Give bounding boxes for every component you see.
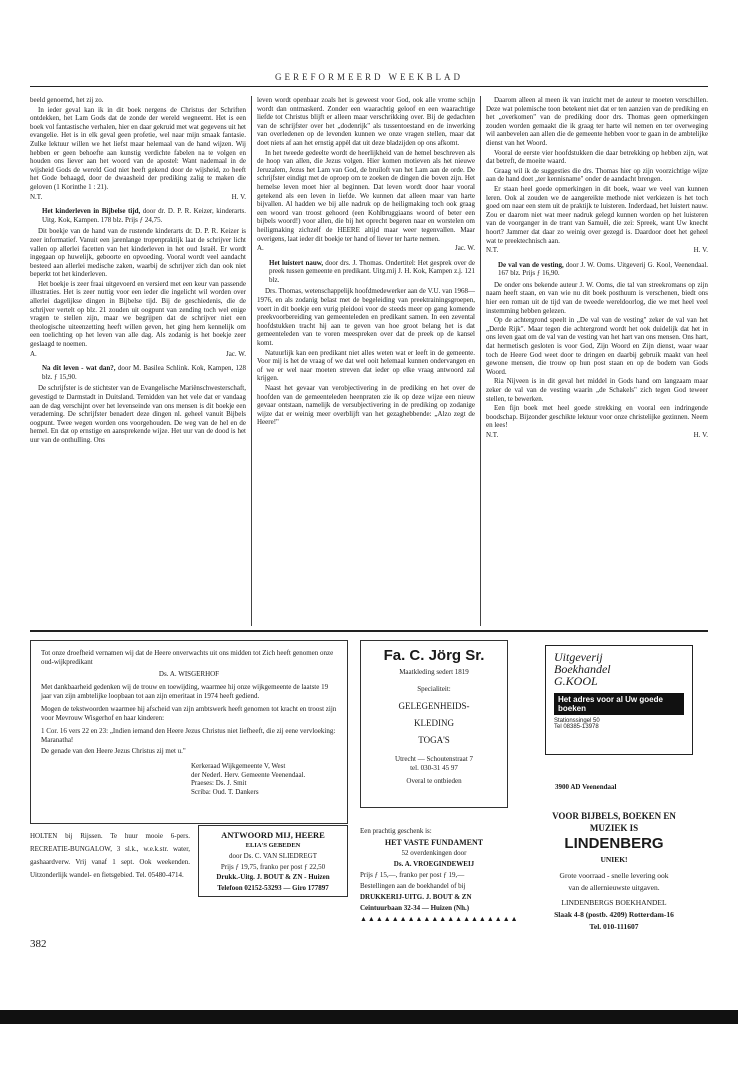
ads-rule — [30, 630, 708, 632]
column-1 — [30, 96, 246, 446]
kool-street: Stationssingel 50 — [554, 718, 600, 724]
kool-slogan: Het adres voor al Uw goede boeken — [554, 693, 684, 715]
column-divider — [480, 96, 481, 626]
page-number: 382 — [30, 938, 47, 950]
ad-description: van de allernieuwste uitgaven. — [568, 883, 660, 892]
review-heading — [498, 261, 708, 278]
review-heading — [269, 259, 475, 285]
jorg-ad — [360, 640, 508, 808]
review-title: Het kinderleven in Bijbelse tijd, — [42, 207, 141, 216]
ad-phone: tel. 030-31 45 97 — [410, 764, 458, 772]
death-notice — [30, 640, 348, 824]
ad-author: Ds. A. VROEGINDEWEIJ — [393, 860, 475, 868]
col2-intro-signature — [257, 244, 475, 253]
ad-publisher: Drukk.-Uitg. J. BOUT & ZN - Huizen — [216, 873, 330, 881]
ad-line: MUZIEK IS — [589, 823, 639, 833]
col2-intro-p1: leven wordt openbaar zoals het is geweest voor God, ook alle vrome schijn wordt dan ontmaskerd. Zonder een waarachtig geloof en een waarachtige liefde tot Christus blijft er alleen maar verschrikking over. Bij de gedachten van de schrijfster over het „dodenrijk" als tussentoestand en de inwerking van overledenen op de levenden kunnen we onze vragen stellen, maar dat doet niets af aan het ernstig appèl dat uit deze bladzijden op ons afkomt. — [257, 96, 475, 147]
signatory-line: der Nederl. Herv. Gemeente Veenendaal. — [191, 770, 306, 779]
scan-edge — [0, 1010, 738, 1024]
ad-lead: Een prachtig geschenk is: — [360, 827, 432, 835]
notice-signatories — [191, 762, 337, 796]
sig-left: A. — [30, 349, 37, 358]
review-title: De val van de vesting, — [498, 260, 564, 269]
review-title: Na dit leven - wat dan?, — [42, 364, 116, 373]
col3-intro-p2: Vooral de eerste vier hoofdstukken die daar betrekking op hebben zijn, wat dat betreft, de moeite waard. — [486, 148, 708, 166]
sig-right: H. V. — [693, 246, 708, 255]
sig-right: Jac. W. — [454, 244, 475, 253]
col1-intro-signature — [30, 193, 246, 202]
sig-right: Jac. W. — [225, 349, 246, 358]
review-paragraph: Natuurlijk kan een predikant niet alles weten wat er leeft in de gemeente. Voor mij is het de vraag of we dat wel ooit helemaal kunnen ondervangen en of we er wel naar moeten streven dat ieder op elke vraag antwoord zal krijgen. — [257, 348, 475, 383]
ad-price: Prijs ƒ 19,75, franko per post ƒ 22,50 — [220, 862, 326, 871]
lindenberg-ad — [520, 810, 708, 933]
col1-intro-p2: In ieder geval kan ik in dit boek nergens de Christus der Schriften ontdekken, het Lam Gods dat de zonde der wereld wegneemt. Het is een boek vol fantastische verhalen, hier en daar gekruid met wat gegevens uit het evangelie. Het is in elk geval geen profetie, wel naar mijn smaak fantasie. Zulke lektuur willen we het liefst maar helemaal van de hand wijzen. Wij hebben er geen behoefte aan kunstig verdichte fabelen na te volgen en houden ons liever aan het woord van de apostel: Want nademaal in de wijsheid Gods de wereld God niet heeft gekend door de wijsheid, zo heeft het Gode behaagd, door de dwaasheid der prediking zalig te maken die geloven (1 Korinthe 1 : 21). — [30, 105, 246, 191]
ad-specialty: TOGA'S — [418, 735, 450, 745]
ad-contact: Telefoon 02152-53293 — Giro 177897 — [217, 883, 329, 892]
notice-name: Ds. A. WISGERHOF — [158, 670, 220, 678]
review-meta: door M. Basilea Schlink. Kok, Kampen, 128 blz. ƒ 15,90. — [42, 364, 246, 381]
ad-address: Slaak 4-8 (postb. 4209) Rotterdam-16 — [554, 910, 674, 919]
column-divider — [251, 96, 252, 626]
ad-unique: UNIEK! — [600, 855, 628, 864]
review-paragraph: Dit boekje van de hand van de rustende kinderarts dr. D. P. R. Keizer is zeer informatief. Vanuit een jarenlange tropenpraktijk laat de schrijver licht vallen op allerlei facetten van het kinderleven in het oud Israël. Er wordt ingegaan op huwelijk, geboorte en opvoeding. Vooral wordt veel aandacht besteed aan allerlei medische zaken, waarbij de schrijver zich dan ook niet beperkt tot het kinderleven. — [30, 227, 246, 279]
col3-intro-signature — [486, 246, 708, 255]
review-meta: door J. W. Ooms. Uitgeverij G. Kool, Veenendaal. 167 blz. Prijs ƒ 16,90. — [498, 260, 709, 278]
notice-intro: Tot onze droefheid vernamen wij dat de Heere onverwachts uit ons midden tot Zich heeft genomen onze oud-wijkpredikant — [41, 649, 334, 666]
ad-price: Prijs ƒ 15,—, franko per post ƒ 19,— — [360, 871, 465, 879]
notice-paragraph: Mogen de tekstwoorden waarmee hij afscheid van zijn ambtswerk heeft genomen tot kracht en troost zijn voor Mevrouw Wisgerhof en haar kinderen: — [41, 705, 337, 722]
ad-description: Grote voorraad - snelle levering ook — [559, 871, 669, 880]
review-paragraph: Drs. Thomas, wetenschappelijk hoofdmedewerker aan de V.U. van 1968—1976, en als zodanig belast met de begeleiding van preektrainingsgroepen, voert in dit boekje een vurig pleidooi voor de steeds meer op gang komende preekvoorbereiding van gemeenteleden en predikant samen. In een zevental hoofdstukken tracht hij aan te geven van hoe groot belang het is dat gemeenteleden van te voren meespreken over dat de preek op de kansel komt. — [257, 287, 475, 348]
sig-left: N.T. — [30, 192, 43, 201]
col2-intro-p2: In het tweede gedeelte wordt de heerlijkheid van de hemel beschreven als de hoop van allen, die Jezus volgen. Hier komen motieven als het nieuwe Jeruzalem, Jezus het Lam van God, de bruiloft van het Lam aan de orde. De schrijfster eindigt met de oproep om te zoeken de dingen die boven zijn. Het hemelse leven moet hier al beginnen. Dat leven wordt door haar vooral getekend als een leven in liefde. We kunnen dat alleen maar van harte bijvallen. Al hadden we bij alle nadruk op de heiligmaking toch ook graag een woord van troost gehoord (een Kohlbruggiaans woord of beter een bijbels woord!) voor allen, die bij het oprecht begeren naar en worstelen om heiligmaking zichzelf de HEERE altijd maar weer tegenvallen. Maar overigens, laat ieder dit boekje ter hand of liever ter harte nemen. — [257, 148, 475, 243]
sig-left: N.T. — [486, 246, 499, 255]
review-paragraph: De onder ons bekende auteur J. W. Ooms, die tal van streekromans op zijn naam heeft staan, en van wie nu dit boek posthuum is verschenen, biedt ons hier een roman uit de tijd van de tweede wereldoorlog, die we met heel veel instemming hebben gelezen. — [486, 280, 708, 315]
ad-specialty: GELEGENHEIDS- — [398, 701, 470, 711]
review-paragraph: Op de achtergrond speelt in „De val van de vesting" zeker de val van het „Derde Rijk". Maar tegen die achtergrond wordt het ook duidelijk dat het in ons leven gaat om de val van de vesting van het hart van ons mensen. Ons hart, dat hermetisch gesloten is voor God, Zijn Woord en Zijn dienst, waar waar toch de Heere God weet door te dringen en daarbij gebruik maakt van heel gewone mensen, die trouw op hun post staan en op de bodem van Gods Woord. — [486, 316, 708, 376]
ad-subtitle: 52 overdenkingen door — [401, 849, 467, 857]
ad-tel: Tel. 010-111607 — [589, 922, 639, 931]
col3-intro-p3: Graag wil ik de suggesties die drs. Thomas hier op zijn voorzichtige wijze aan de hand doet „ter kennisname" onder de aandacht brengen. — [486, 166, 708, 184]
ad-specialty-label: Specialiteit: — [417, 685, 451, 693]
review-title: Het luistert nauw, — [269, 258, 324, 267]
ad-since: Maatkleding sedert 1819 — [399, 668, 469, 676]
notice-verse: 1 Cor. 16 vers 22 en 23: „Indien iemand den Heere Jezus Christus niet liefheeft, die zij eene vervloeking: Maranatha! — [41, 727, 336, 744]
ad-specialty: KLEDING — [414, 718, 454, 728]
ad-title: HET VASTE FUNDAMENT — [384, 838, 484, 847]
signatory-line: Kerkeraad Wijkgemeente V, West — [191, 762, 286, 770]
kool-title-line3: G.KOOL — [554, 674, 598, 688]
review-meta: door dr. D. P. R. Keizer, kinderarts. Uitg. Kok, Kampen. 178 blz. Prijs ƒ 24,75. — [42, 207, 247, 224]
review-paragraph: Naast het gevaar van verobjectivering in de prediking en het over de hoofden van de gemeenteleden heenpraten zie ik op deze wijze een nieuw gevaar ontstaan, namelijk de versubjectivering in de prediking op zodanige wijze dat er weinig meer overblijft van het gezaghebbende: „Alzo zegt de Heere!" — [257, 384, 475, 427]
kool-tel: Tel 08385-13978 — [554, 724, 599, 730]
fundament-ad — [360, 826, 519, 925]
sig-left: N.T. — [486, 430, 499, 439]
review-paragraph: De schrijfster is de stichtster van de Evangelische Mariënschwesterschaft, gevestigd te Darmstadt in Duitsland. Temidden van het vele dat er vandaag aan de dag verschijnt over het levenseinde van ons mensen is dit boekje een verademing. De schrijfster benadert deze dingen nl. geheel vanuit Bijbels oogpunt. Twee wegen worden ons voorgehouden. De weg van de hel en de hemel. En dat op ernstige en aansprekende wijze. Het uur van de dood is het uur van de onthulling. Ons — [30, 384, 246, 444]
ad-address: Utrecht — Schoutenstraat 7 — [395, 755, 473, 763]
antwoord-ad — [198, 825, 348, 897]
signatory-line: Scriba: Oud. T. Dankers — [191, 787, 259, 796]
review-paragraph: Ria Nijveen is in dit geval het middel in Gods hand om langzaam maar zeker de val van de vesting waarin „de Schakels" zich tegen God teweer stellen, te bewerken. — [486, 377, 708, 403]
ad-hours: Overal te ontbieden — [406, 777, 462, 785]
review-signature — [30, 350, 246, 359]
kool-title-line2: Boekhandel — [554, 662, 611, 676]
ad-ornament: ▲▲▲▲▲▲▲▲▲▲▲▲▲▲▲▲▲▲▲▲ — [360, 915, 519, 923]
ad-company-name: Fa. C. Jörg Sr. — [383, 647, 485, 664]
col3-review-signature — [486, 431, 708, 440]
running-header: GEREFORMEERD WEEKBLAD — [274, 72, 464, 82]
header-rule — [30, 86, 708, 87]
review-paragraph: Het boekje is zeer fraai uitgevoerd en versierd met een keur van passende illustraties. Het is zeer nuttig voor een ieder die ingelicht wil worden over allerlei dagelijkse dingen in Bijbelse tijd. Bij de geschiedenis, die de schrijver vertelt op blz. 21 zouden uit oogpunt van zending toch wel enige vragen te stellen zijn, maar we begrijpen dat de schrijver niet een theologische uiteenzetting heeft willen geven, het ging hem kennelijk om een toelichting op het leven van alle dag. Als zodanig is het boekje zeer geslaagd te noemen. — [30, 279, 246, 349]
holten-ad: HOLTEN bij Rijssen. Te huur mooie 6-pers. RECREATIE-BUNGALOW, 3 sl.k., w.e.k.str. water, gashaardverw. Vrij vanaf 1 sept. Ook weekenden. Uitzonderlijk wandel- en fietsgebied. Tel. 05480-4714. — [30, 832, 190, 879]
sig-right: H. V. — [693, 430, 708, 439]
review-meta: door drs. J. Thomas. Ondertitel: Het gesprek over de preek tussen gemeente en predikant. Uitg.mij J. H. Kok, Kampen z.j. 121 blz. — [269, 258, 475, 284]
notice-blessing: De genade van den Heere Jezus Christus zij met u." — [41, 747, 186, 755]
ad-specialties — [361, 698, 507, 749]
review-paragraph: Een fijn boek met heel goede strekking en vooral een indringende boodschap. Bijzonder geschikte lektuur voor onze christelijke gezinnen. Neem en lees! — [486, 404, 708, 430]
sig-left: A. — [257, 244, 264, 253]
signatory-line: Praeses: Ds. J. Smit — [191, 779, 247, 787]
sig-right: H. V. — [231, 192, 246, 201]
column-3 — [486, 96, 708, 444]
ad-printer: DRUKKERIJ-UITG. J. BOUT & ZN — [360, 893, 472, 901]
ad-title: ANTWOORD MIJ, HEERE — [221, 830, 325, 840]
col3-intro-p1: Daarom alleen al meen ik van inzicht met de auteur te moeten verschillen. Deze wat polemische toon betekent niet dat er ten aanzien van de prediking en het „overkomen" van de prediking door drs. Thomas geen opmerkingen zouden worden gemaakt die ik graag ter harte wil nemen en ter overweging wil aanbevelen aan allen die de gemeente hebben voor te gaan in de ambtelijke dienst van het Woord. — [486, 96, 708, 147]
ad-shop: LINDENBERGS BOEKHANDEL — [561, 898, 667, 907]
column-2 — [257, 96, 475, 428]
notice-paragraph: Met dankbaarheid gedenken wij de trouw en toewijding, waarmee hij onze wijkgemeente de laatste 19 jaar van zijn ambtelijke loopbaan tot aan zijn emeritaat in 1974 heeft gediend. — [41, 683, 329, 700]
ad-order: Bestellingen aan de boekhandel of bij — [360, 882, 466, 890]
ad-line: VOOR BIJBELS, BOEKEN EN — [552, 811, 676, 821]
col3-intro-p4: Er staan heel goede opmerkingen in dit boek, waar we veel van kunnen leren. Ook al zouden we de aangereikte methode niet verkiezen is het toch goed om naar een stem uit de praktijk te luisteren. Inderdaad, het luistert nauw. Zou er daarom niet wat meer nadruk gelegd kunnen worden op het luisteren van de voorganger in de trant van Samuël, die zei: Spreek, want Uw knecht hoort? Jammer dat daar zo weinig over gezegd is. Daardoor doet het geheel wat te preektechnisch aan. — [486, 184, 708, 245]
ad-printer-address: Ceintuurbaan 32-34 — Huizen (Nh.) — [360, 904, 470, 912]
review-heading — [42, 364, 246, 381]
ad-author: door Ds. C. VAN SLIEDREGT — [228, 852, 318, 860]
ad-subtitle: ELIA'S GEBEDEN — [245, 841, 301, 849]
kool-ad — [545, 645, 693, 755]
kool-title-line1: Uitgeverij — [554, 650, 603, 664]
review-heading — [42, 207, 246, 224]
ad-brand: LINDENBERG — [564, 835, 664, 852]
col1-intro-p1: beeld genoemd, het zij zo. — [30, 96, 104, 104]
kool-postcode: 3900 AD Veenendaal — [555, 783, 617, 791]
